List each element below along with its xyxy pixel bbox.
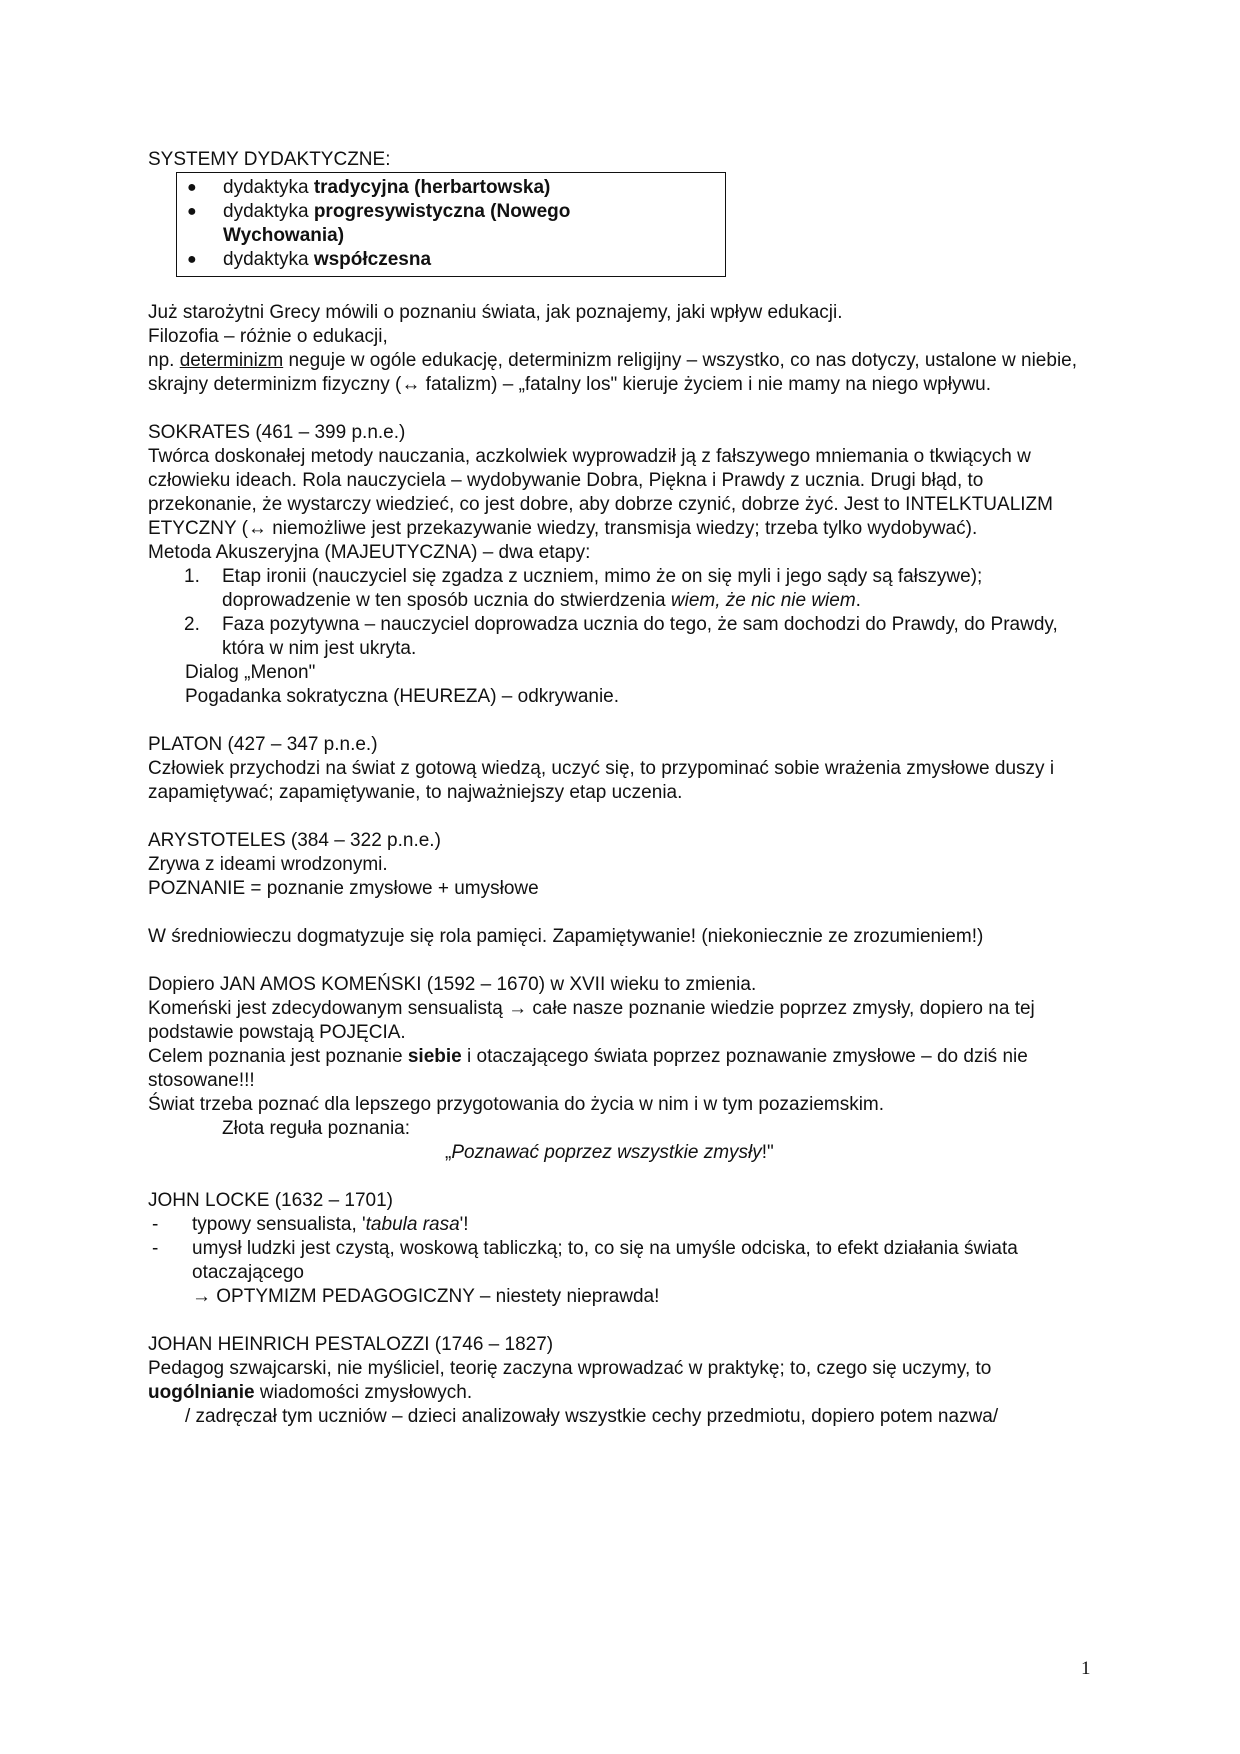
paragraph: Zrywa z ideami wrodzonymi.	[148, 854, 388, 875]
systems-box	[176, 172, 726, 277]
section-heading: JOHN LOCKE (1632 – 1701)	[148, 1190, 394, 1211]
section-heading: PLATON (427 – 347 p.n.e.)	[148, 734, 378, 755]
paragraph: Świat trzeba poznać dla lepszego przygotowania do życia w nim i w tym pozaziemskim.	[148, 1094, 885, 1115]
paragraph: Celem poznania jest poznanie siebie i otaczającego świata poprzez poznawanie zmysłowe – do dziś nie stosowane!!!	[148, 1046, 1028, 1091]
list-item: 1. Etap ironii (nauczyciel się zgadza z uczniem, mimo że on się myli i jego sądy są fałszywe); doprowadzenie w ten sposób ucznia do stwierdzenia wiem, że nic nie wiem.	[184, 566, 983, 611]
bullet-icon: ●	[187, 203, 197, 220]
section-heading: Dopiero JAN AMOS KOMEŃSKI (1592 – 1670) w XVII wieku to zmienia.	[148, 974, 757, 995]
paragraph: Człowiek przychodzi na świat z gotową wiedzą, uczyć się, to przypominać sobie wrażenia zmysłowe duszy i zapamiętywać; zapamiętywanie, to najważniejszy etap uczenia.	[148, 758, 1055, 803]
paragraph: / zadręczał tym uczniów – dzieci analizowały wszystkie cechy przedmiotu, dopiero potem nazwa/	[185, 1406, 999, 1427]
page-title: SYSTEMY DYDAKTYCZNE:	[148, 149, 391, 170]
list-item: ● dydaktyka tradycyjna (herbartowska)	[187, 177, 551, 198]
paragraph: Twórca doskonałej metody nauczania, aczkolwiek wyprowadził ją z fałszywego mniemania o tkwiących w człowieku ideach. Rola nauczyciela – wydobywanie Dobra, Piękna i Prawdy z ucznia. Drugi błąd, to przekonanie, że wystarczy wiedzieć, co jest dobre, aby dobrze czynić, dobrze żyć. Jest to INTELKTUALIZM ETYCZNY (↔ niemożliwe jest przekazywanie wiedzy, transmisja wiedzy; trzeba tylko wydobywać).	[148, 446, 1053, 539]
intro-paragraph: np. determinizm neguje w ogóle edukację, determinizm religijny – wszystko, co nas dotyczy, ustalone w niebie, skrajny determinizm fizyczny (↔ fatalizm) – „fatalny los" kieruje życiem i nie mamy na niego wpływu.	[148, 350, 1078, 395]
paragraph: W średniowieczu dogmatyzuje się rola pamięci. Zapamiętywanie! (niekoniecznie ze zrozumieniem!)	[148, 926, 984, 947]
paragraph: → OPTYMIZM PEDAGOGICZNY – niestety nieprawda!	[192, 1286, 660, 1307]
list-item: - typowy sensualista, 'tabula rasa'!	[152, 1214, 469, 1235]
bullet-icon: ●	[187, 251, 197, 268]
section-heading: ARYSTOTELES (384 – 322 p.n.e.)	[148, 830, 441, 851]
list-item: 2. Faza pozytywna – nauczyciel doprowadza ucznia do tego, że sam dochodzi do Prawdy, do Prawdy, która w nim jest ukryta.	[184, 614, 1058, 659]
paragraph: Pedagog szwajcarski, nie myśliciel, teorię zaczyna wprowadzać w praktykę; to, czego się uczymy, to uogólnianie wiadomości zmysłowych.	[148, 1358, 992, 1403]
section-heading: SOKRATES (461 – 399 p.n.e.)	[148, 422, 406, 443]
paragraph: Pogadanka sokratyczna (HEUREZA) – odkrywanie.	[185, 686, 620, 707]
paragraph: POZNANIE = poznanie zmysłowe + umysłowe	[148, 878, 539, 899]
bullet-icon: ●	[187, 179, 197, 196]
list-item: ● dydaktyka progresywistyczna (Nowego Wychowania)	[187, 201, 571, 246]
section-heading: JOHAN HEINRICH PESTALOZZI (1746 – 1827)	[148, 1334, 554, 1355]
paragraph: Komeński jest zdecydowanym sensualistą → całe nasze poznanie wiedzie poprzez zmysły, dopiero na tej podstawie powstają POJĘCIA.	[148, 998, 1035, 1043]
list-item: ● dydaktyka współczesna	[187, 249, 432, 270]
quote: „Poznawać poprzez wszystkie zmysły!"	[445, 1142, 774, 1163]
paragraph: Metoda Akuszeryjna (MAJEUTYCZNA) – dwa etapy:	[148, 542, 591, 563]
intro-line: Już starożytni Grecy mówili o poznaniu świata, jak poznajemy, jaki wpływ edukacji.	[148, 302, 843, 323]
page-number: 1	[1081, 1658, 1091, 1679]
intro-line: Filozofia – różnie o edukacji,	[148, 326, 388, 347]
systems-list	[177, 176, 725, 272]
paragraph: Złota reguła poznania:	[222, 1118, 411, 1139]
document-page	[148, 148, 1088, 1429]
list-item: - umysł ludzki jest czystą, woskową tabliczką; to, co się na umyśle odciska, to efekt działania świata otaczającego	[152, 1238, 1018, 1283]
paragraph: Dialog „Menon"	[185, 662, 316, 683]
